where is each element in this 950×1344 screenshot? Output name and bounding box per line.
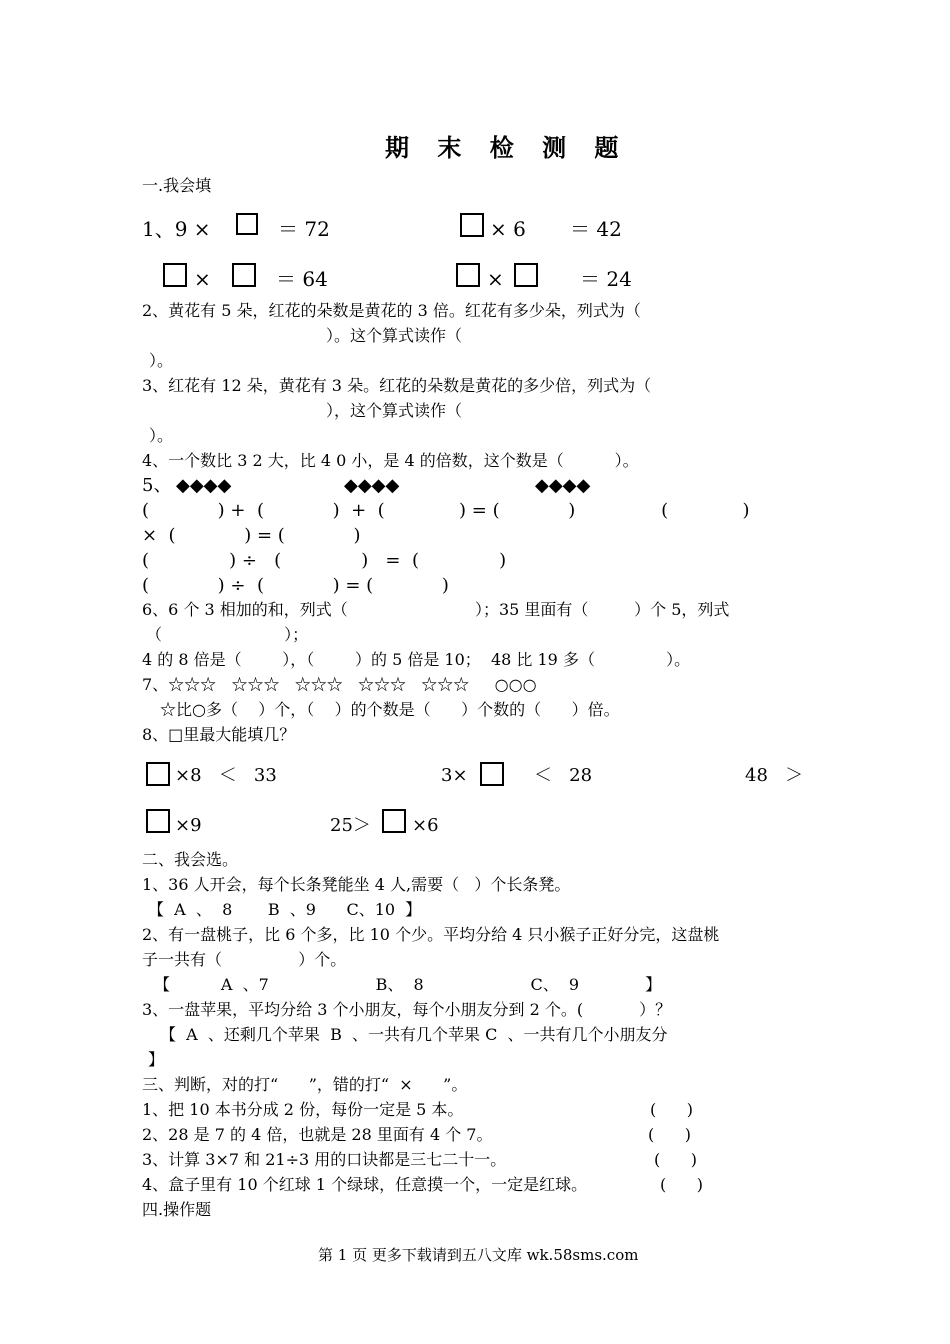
q7-line2: ☆比○多（ ）个，（ ）的个数是（ ）个数的（ ）倍。 [160,700,620,719]
answer-box[interactable] [236,213,258,235]
q6-line1: 6、6 个 3 相加的和，列式（ ）；35 里面有（ ）个 5，列式 [142,600,730,619]
q1-eq3-rhs: ＝ 64 [276,267,328,291]
s3-item-2: 2、28 是 7 的 4 倍，也就是 28 里面有 4 个 7。 [142,1125,493,1144]
q7-line1: 7、☆☆☆ ☆☆☆ ☆☆☆ ☆☆☆ ☆☆☆ ○○○ [142,675,537,694]
q5-line3: ( ) ÷ ( ) = ( ) [142,550,507,571]
answer-box[interactable] [146,809,170,833]
q5-num: 5、 [142,475,172,496]
answer-box[interactable] [514,263,538,287]
answer-box[interactable] [146,762,170,786]
s2-q3-options: 【 A 、还剩几个苹果 B 、一共有几个苹果 C 、一共有几个小朋友分 [160,1025,668,1044]
q8-c-rhs: ×9 [175,815,202,836]
section3-heading: 三、判断，对的打“ ”，错的打“ × ”。 [142,1075,468,1094]
answer-box[interactable] [460,213,484,237]
q3-line2: ），这个算式读作（ [326,401,463,420]
q2-line3: ）。 [149,351,174,370]
q1-eq2-mid: × 6 [490,217,526,241]
s3-item-3-mark: ( ) [654,1150,697,1169]
section1-heading: 一.我会填 [142,176,212,195]
s2-q1: 1、36 人开会，每个长条凳能坐 4 人,需要（ ）个长条凳。 [142,875,571,894]
q5-line2: × ( ) = ( ) [142,525,361,546]
q8-title: 8、□里最大能填几？ [142,725,296,744]
s2-q3-line1: 3、一盘苹果，平均分给 3 个小朋友，每个小朋友分到 2 个。( ）？ [142,1000,672,1019]
q8-a-rhs: ×8 ＜ 33 [175,765,277,786]
s2-q3-close: 】 [148,1050,165,1069]
answer-box[interactable] [232,263,256,287]
q3-line3: ）。 [149,426,174,445]
page-footer: 第 1 页 更多下载请到五八文库 wk.58sms.com [318,1246,639,1264]
s3-item-2-mark: ( ) [648,1125,691,1144]
diamond-group-3: ◆◆◆◆ [535,475,591,496]
s2-q2-line2: 子一共有（ ）个。 [142,950,347,969]
q1-eq1-lhs: 1、9 × [142,217,211,241]
q8-b-rhs: ＜ 28 [534,765,593,786]
q2-line2: ）。这个算式读作（ [326,326,463,345]
section2-heading: 二、我会选。 [142,850,239,869]
q8-b-lhs: 3× [441,765,468,786]
s2-q2-line1: 2、有一盘桃子，比 6 个多，比 10 个少。平均分给 4 只小猴子正好分完，这盘桃 [142,925,720,944]
s2-q1-options: 【 A 、 8 B 、9 C、10 】 [148,900,422,919]
section4-heading: 四.操作题 [142,1200,212,1219]
diamond-group-2: ◆◆◆◆ [344,475,400,496]
page-title: 期 末 检 测 题 [385,133,629,162]
q8-d-lhs: 25＞ [330,815,371,836]
answer-box[interactable] [382,809,406,833]
q1-eq3-mid: × [194,267,211,291]
answer-box[interactable] [163,263,187,287]
diamond-group-1: ◆◆◆◆ [176,475,232,496]
q5-line4: ( ) ÷ ( ) = ( ) [142,575,449,596]
answer-box[interactable] [480,762,504,786]
q6-line2: （ ）； [146,625,309,644]
q1-eq2-rhs: ＝ 42 [570,217,622,241]
s3-item-4: 4、盒子里有 10 个红球 1 个绿球，任意摸一个，一定是红球。 [142,1175,588,1194]
answer-box[interactable] [456,263,480,287]
q5-line1: ( ) + ( ) + ( ) = ( ) ( ) [142,500,750,521]
s3-item-3: 3、计算 3×7 和 21÷3 用的口诀都是三七二十一。 [142,1150,507,1169]
q1-eq1-rhs: ＝ 72 [278,217,330,241]
q8-d-rhs: ×6 [412,815,439,836]
q4-text: 4、一个数比 3 2 大，比 4 0 小，是 4 的倍数，这个数是（ ）。 [142,451,639,470]
q2-line1: 2、黄花有 5 朵，红花的朵数是黄花的 3 倍。红花有多少朵，列式为（ [142,301,641,320]
q6-line3: 4 的 8 倍是（ ），（ ）的 5 倍是 10； 48 比 19 多（ ）。 [142,650,691,669]
q8-c-lhs: 48 ＞ [745,765,804,786]
q3-line1: 3、红花有 12 朵，黄花有 3 朵。红花的朵数是黄花的多少倍，列式为（ [142,376,652,395]
s2-q2-options: 【 A 、7 B、 8 C、 9 】 [154,975,662,994]
q1-eq4-rhs: ＝ 24 [580,267,632,291]
q1-eq4-mid: × [487,267,504,291]
s3-item-1: 1、把 10 本书分成 2 份，每份一定是 5 本。 [142,1100,464,1119]
s3-item-4-mark: ( ) [660,1175,703,1194]
s3-item-1-mark: ( ) [650,1100,693,1119]
